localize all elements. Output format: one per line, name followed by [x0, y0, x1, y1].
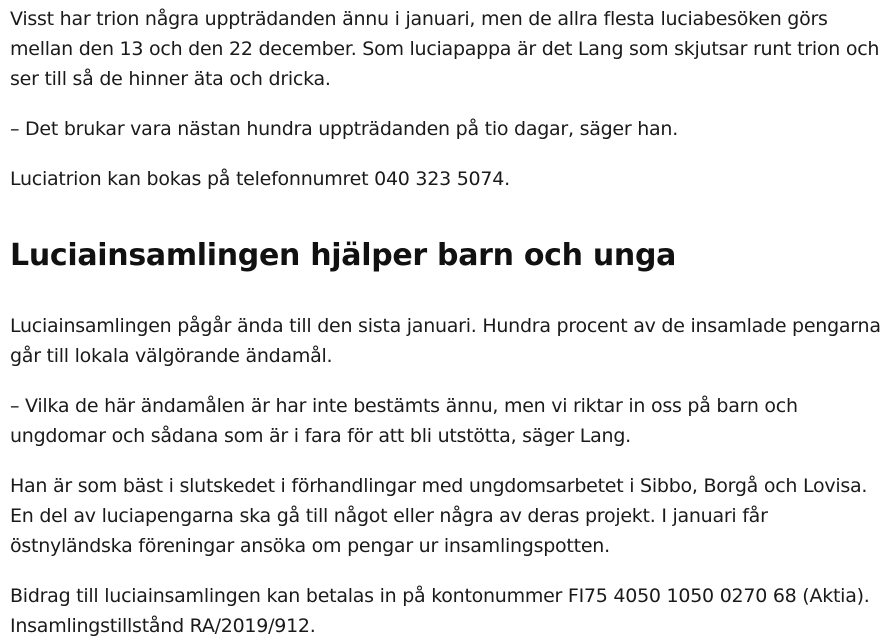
article-body [10, 4, 882, 641]
paragraph-quote-performances: – Det brukar vara nästan hundra uppträdanden på tio dagar, säger han. [10, 118, 678, 140]
paragraph-booking-phone: Luciatrion kan bokas på telefonnumret 040 323 5074. [10, 168, 510, 190]
paragraph-quote-causes: – Vilka de här ändamålen är har inte bestämts ännu, men vi riktar in oss på barn och ungdomar och sådana som är i fara för att bli utstötta, säger Lang. [10, 395, 798, 447]
paragraph-negotiations: Han är som bäst i slutskedet i förhandlingar med ungdomsarbetet i Sibbo, Borgå och Lovisa. En del av luciapengarna ska gå till något eller några av deras projekt. I januari får östnyländska föreningar ansöka om pengar ur insamlingspotten. [10, 475, 868, 557]
section-heading: Luciainsamlingen hjälper barn och unga [10, 238, 677, 273]
paragraph-collection-period: Luciainsamlingen pågår ända till den sista januari. Hundra procent av de insamlade pengarna går till lokala välgörande ändamål. [10, 315, 881, 367]
paragraph-trio-schedule: Visst har trion några uppträdanden ännu i januari, men de allra flesta luciabesöken görs mellan den 13 och den 22 december. Som luciapappa är det Lang som skjutsar runt trion och ser till så de hinner äta och dricka. [10, 8, 880, 90]
paragraph-donation-account: Bidrag till luciainsamlingen kan betalas in på kontonummer FI75 4050 1050 0270 68 (Aktia). Insamlingstillstånd RA/2019/912. [10, 585, 870, 637]
